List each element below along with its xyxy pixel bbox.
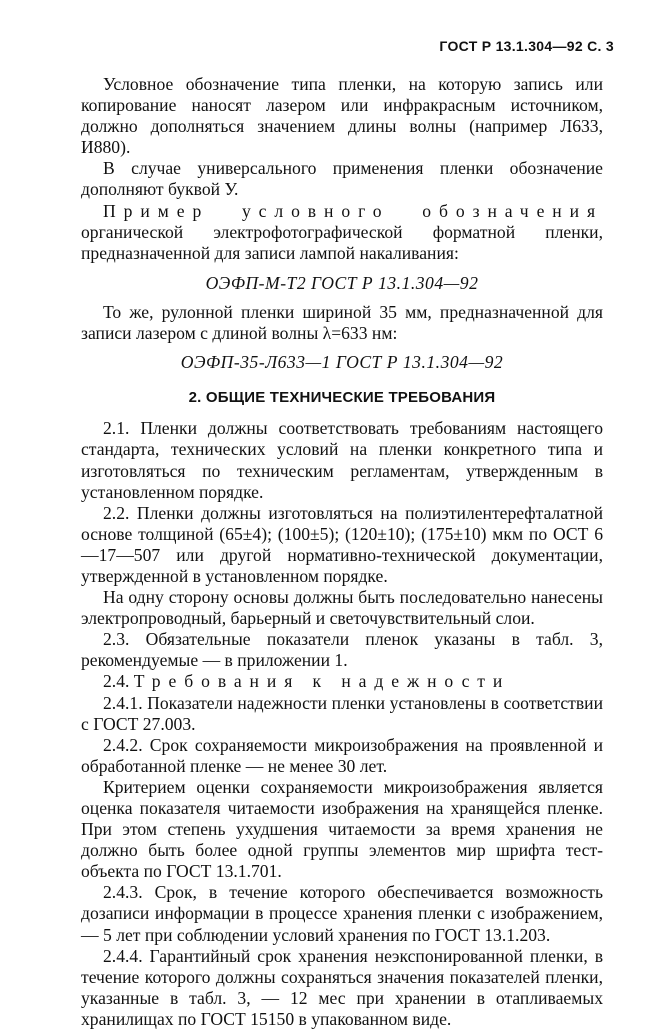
- clause-2-3: 2.3. Обязательные показатели пленок указаны в табл. 3, рекомендуемые — в приложении 1.: [81, 629, 603, 671]
- clause-2-4-1: 2.4.1. Показатели надежности пленки установлены в соответствии с ГОСТ 27.003.: [81, 692, 603, 734]
- formula-example-1: ОЭФП-М-Т2 ГОСТ Р 13.1.304—92: [205, 272, 479, 293]
- example-text: органической электрофотографической форматной пленки, предназначенной для записи лампой накаливания:: [81, 221, 603, 263]
- formula-example-2: ОЭФП-35-Л633—1 ГОСТ Р 13.1.304—92: [180, 352, 504, 373]
- clause-2-4-2: 2.4.2. Срок сохраняемости микроизображения на проявленной и обработанной пленке — не менее 30 лет.: [81, 734, 603, 776]
- clause-2-4: [81, 671, 603, 692]
- paragraph-roll-film: То же, рулонной пленки шириной 35 мм, предназначенной для записи лазером с длиной волны λ=633 нм:: [81, 301, 603, 344]
- clause-2-4-title: Требования к надежности: [133, 671, 511, 692]
- clause-2-2: 2.2. Пленки должны изготовляться на полиэтилентерефталатной основе толщиной (65±4); (100±5); (120±10); (175±10) мкм по ОСТ 6—17—507 или другой нормативно-технической документации, утвержденной в установленном порядке.: [81, 502, 603, 586]
- document-body: [81, 74, 603, 1030]
- clause-2-4-4: 2.4.4. Гарантийный срок хранения неэкспонированной пленки, в течение которого должны сохраняться значения показателей пленки, указанные в табл. 3, — 12 мес при хранении в отапливаемых хранилищах по ГОСТ 15150 в упакованном виде.: [81, 945, 603, 1029]
- paragraph-example: [81, 201, 603, 264]
- page-header: ГОСТ Р 13.1.304—92 С. 3: [439, 38, 614, 54]
- paragraph-designation-wavelength: Условное обозначение типа пленки, на которую запись или копирование наносят лазером или инфракрасным источником, должно дополняться значением длины волны (например Л633, И880).: [81, 74, 603, 158]
- clause-2-4-2-criterion: Критерием оценки сохраняемости микроизображения является оценка показателя читаемости изображения на хранящейся пленке. При этом степень ухудшения читаемости за время хранения не должно быть более одной группы элементов мир шрифта тест-объекта по ГОСТ 13.1.701.: [81, 776, 603, 882]
- section-title: 2. ОБЩИЕ ТЕХНИЧЕСКИЕ ТРЕБОВАНИЯ: [188, 389, 496, 407]
- clause-2-4-number: 2.4.: [103, 671, 130, 692]
- clause-2-1: 2.1. Пленки должны соответствовать требованиям настоящего стандарта, технических условий на пленки конкретного типа и изготовляться по техническим регламентам, утвержденным в установленном порядке.: [81, 418, 603, 502]
- clause-2-2-layers: На одну сторону основы должны быть последовательно нанесены электропроводный, барьерный и светочувствительный слои.: [81, 587, 603, 629]
- example-heading: Пример условного обозначения: [103, 200, 603, 221]
- paragraph-universal-application: В случае универсального применения пленки обозначение дополняют буквой У.: [81, 158, 603, 200]
- clause-2-4-3: 2.4.3. Срок, в течение которого обеспечивается возможность дозаписи информации в процессе хранения пленки с изображением,— 5 лет при соблюдении условий хранения по ГОСТ 13.1.203.: [81, 882, 603, 945]
